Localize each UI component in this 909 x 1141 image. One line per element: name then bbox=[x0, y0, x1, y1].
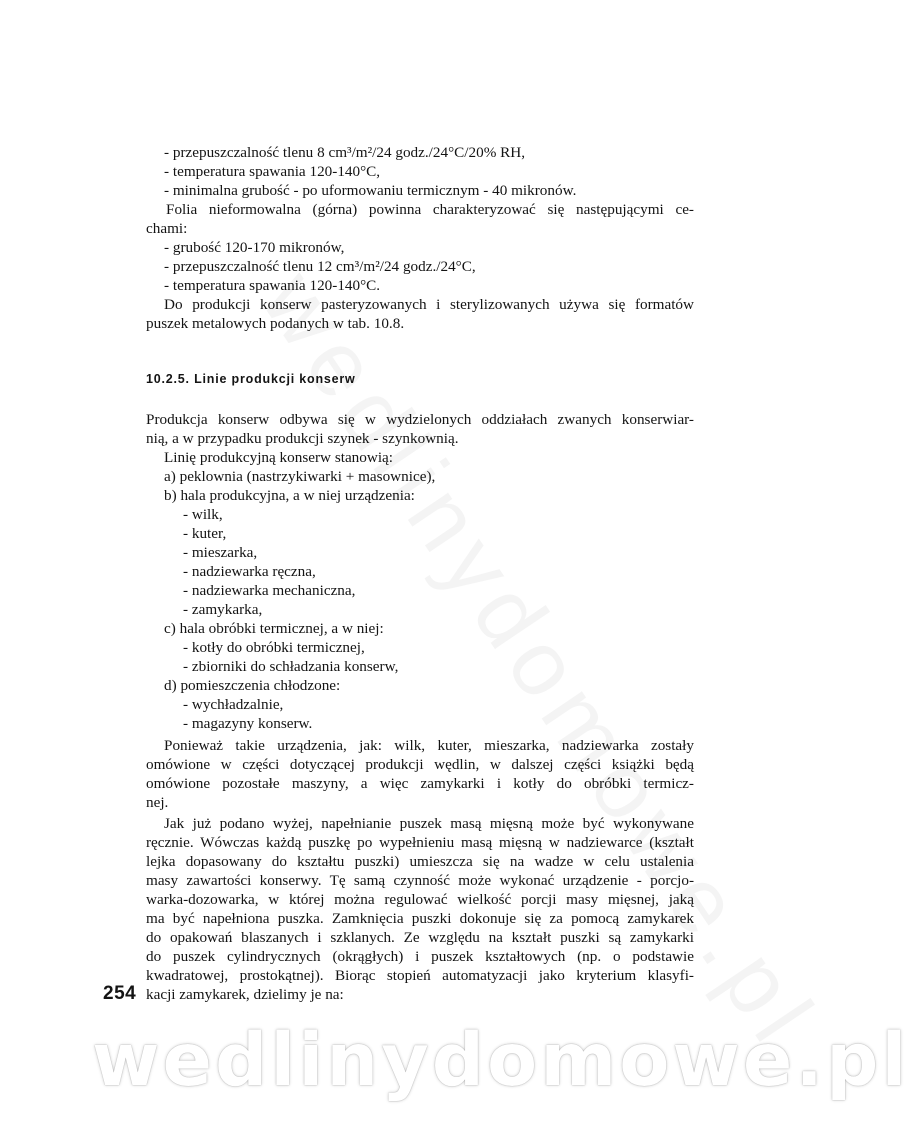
text-line: chami: bbox=[146, 220, 188, 237]
text-line: lejka dopasowany do kształtu puszki) umieszcza się na wadze w celu ustalenia bbox=[146, 853, 694, 870]
text-line: a) peklownia (nastrzykiwarki + masownice), bbox=[164, 468, 436, 485]
text-line: - grubość 120-170 mikronów, bbox=[164, 239, 345, 256]
text-line: omówione w części dotyczącej produkcji wędlin, w dalszej części książki będą bbox=[146, 756, 694, 773]
text-line: c) hala obróbki termicznej, a w niej: bbox=[164, 620, 384, 637]
text-line: puszek metalowych podanych w tab. 10.8. bbox=[146, 315, 405, 332]
text-line: do puszek cylindrycznych (okrągłych) i puszek kształtowych (np. o podstawie bbox=[146, 948, 694, 965]
text-line: - minimalna grubość - po uformowaniu termicznym - 40 mikronów. bbox=[164, 182, 577, 199]
text-line: Folia nieformowalna (górna) powinna charakteryzować się następującymi ce- bbox=[166, 201, 694, 218]
text-line: Produkcja konserw odbywa się w wydzielonych oddziałach zwanych konserwiar- bbox=[146, 411, 694, 428]
text-line: kacji zamykarek, dzielimy je na: bbox=[146, 986, 344, 1003]
text-line: - wychładzalnie, bbox=[183, 696, 284, 713]
text-line: - kuter, bbox=[183, 525, 227, 542]
text-line: - kotły do obróbki termicznej, bbox=[183, 639, 365, 656]
text-line: Linię produkcyjną konserw stanowią: bbox=[164, 449, 394, 466]
text-line: kwadratowej, prostokątnej). Biorąc stopień automatyzacji jako kryterium klasyfi- bbox=[146, 967, 694, 984]
text-line: - nadziewarka mechaniczna, bbox=[183, 582, 356, 599]
text-line: Do produkcji konserw pasteryzowanych i sterylizowanych używa się formatów bbox=[164, 296, 694, 313]
text-line: - temperatura spawania 120-140°C, bbox=[164, 163, 381, 180]
text-line: masy zawartości konserwy. Tę samą czynność może wykonać urządzenie - porcjo- bbox=[146, 872, 694, 889]
text-line: - temperatura spawania 120-140°C. bbox=[164, 277, 381, 294]
text-line: - mieszarka, bbox=[183, 544, 258, 561]
text-line: - nadziewarka ręczna, bbox=[183, 563, 316, 580]
text-line: - przepuszczalność tlenu 12 cm³/m²/24 godz./24°C, bbox=[164, 258, 476, 275]
watermark-text: wedlinydomowe.pl bbox=[92, 1018, 909, 1103]
text-line: Ponieważ takie urządzenia, jak: wilk, kuter, mieszarka, nadziewarka zostały bbox=[164, 737, 694, 754]
text-line: omówione pozostałe maszyny, a więc zamykarki i kotły do obróbki termicz- bbox=[146, 775, 694, 792]
text-line: Jak już podano wyżej, napełnianie puszek masą mięsną może być wykonywane bbox=[164, 815, 694, 832]
text-line: - przepuszczalność tlenu 8 cm³/m²/24 godz./24°C/20% RH, bbox=[164, 144, 526, 161]
text-line: - wilk, bbox=[183, 506, 223, 523]
text-line: nej. bbox=[146, 794, 169, 811]
section-heading: 10.2.5. Linie produkcji konserw bbox=[146, 372, 356, 386]
text-line: nią, a w przypadku produkcji szynek - szynkownią. bbox=[146, 430, 459, 447]
text-line: ma być napełniona puszka. Zamknięcia puszki dokonuje się za pomocą zamykarek bbox=[146, 910, 694, 927]
text-line: ręcznie. Wówczas każdą puszkę po wypełnieniu masą mięsną w nadziewarce (kształt bbox=[146, 834, 694, 851]
text-line: warka-dozowarka, w której można regulować wielkość porcji masy mięsnej, jaką bbox=[146, 891, 694, 908]
text-line: - zamykarka, bbox=[183, 601, 263, 618]
text-line: d) pomieszczenia chłodzone: bbox=[164, 677, 341, 694]
text-line: - zbiorniki do schładzania konserw, bbox=[183, 658, 399, 675]
text-line: do opakowań blaszanych i szklanych. Ze względu na kształt puszki są zamykarki bbox=[146, 929, 694, 946]
page-number: 254 bbox=[103, 983, 137, 1004]
text-line: - magazyny konserw. bbox=[183, 715, 313, 732]
text-line: b) hala produkcyjna, a w niej urządzenia: bbox=[164, 487, 415, 504]
